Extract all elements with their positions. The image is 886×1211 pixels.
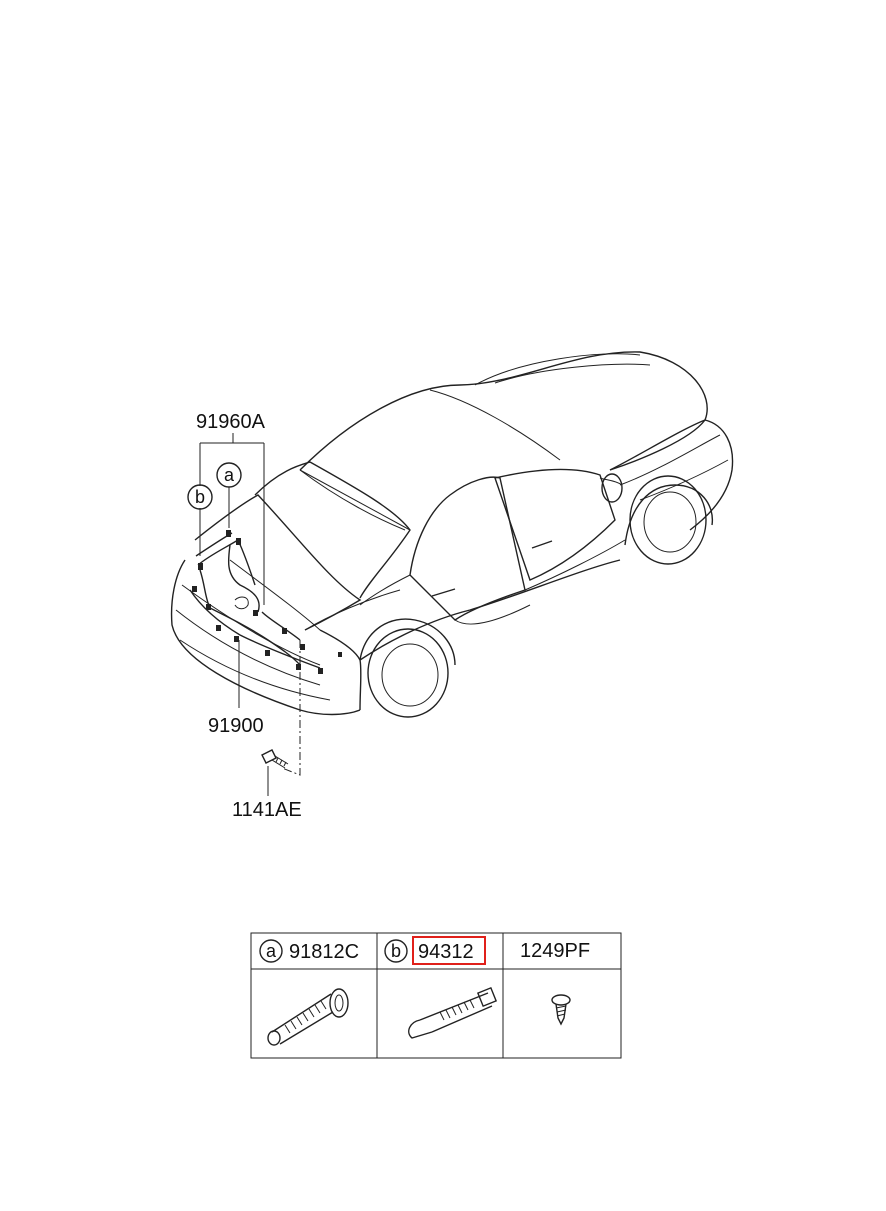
car-illustration (172, 352, 733, 717)
circle-callout-a (217, 463, 241, 487)
rear-harness (190, 530, 342, 674)
label-91960a: 91960A (196, 411, 265, 433)
callout-b-letter: b (194, 487, 206, 507)
label-91900: 91900 (208, 715, 264, 737)
table-marker-a: a (265, 941, 277, 961)
hose-clip-icon (409, 988, 496, 1038)
screw-icon (552, 995, 570, 1024)
parts-table (251, 933, 621, 1058)
table-header-b (385, 937, 485, 964)
label-1141ae: 1141AE (232, 799, 302, 821)
circle-callout-b (188, 485, 212, 509)
leader-lines (200, 433, 300, 796)
grommet-clip-icon (268, 989, 348, 1045)
table-header-a (260, 940, 359, 963)
part-no-91812c[interactable]: 91812C (289, 941, 360, 963)
callout-a-letter: a (223, 465, 235, 485)
table-marker-b: b (390, 941, 402, 961)
part-no-94312[interactable]: 94312 (418, 941, 474, 963)
bolt-icon (262, 750, 288, 768)
part-no-1249pf[interactable]: 1249PF (520, 940, 591, 962)
